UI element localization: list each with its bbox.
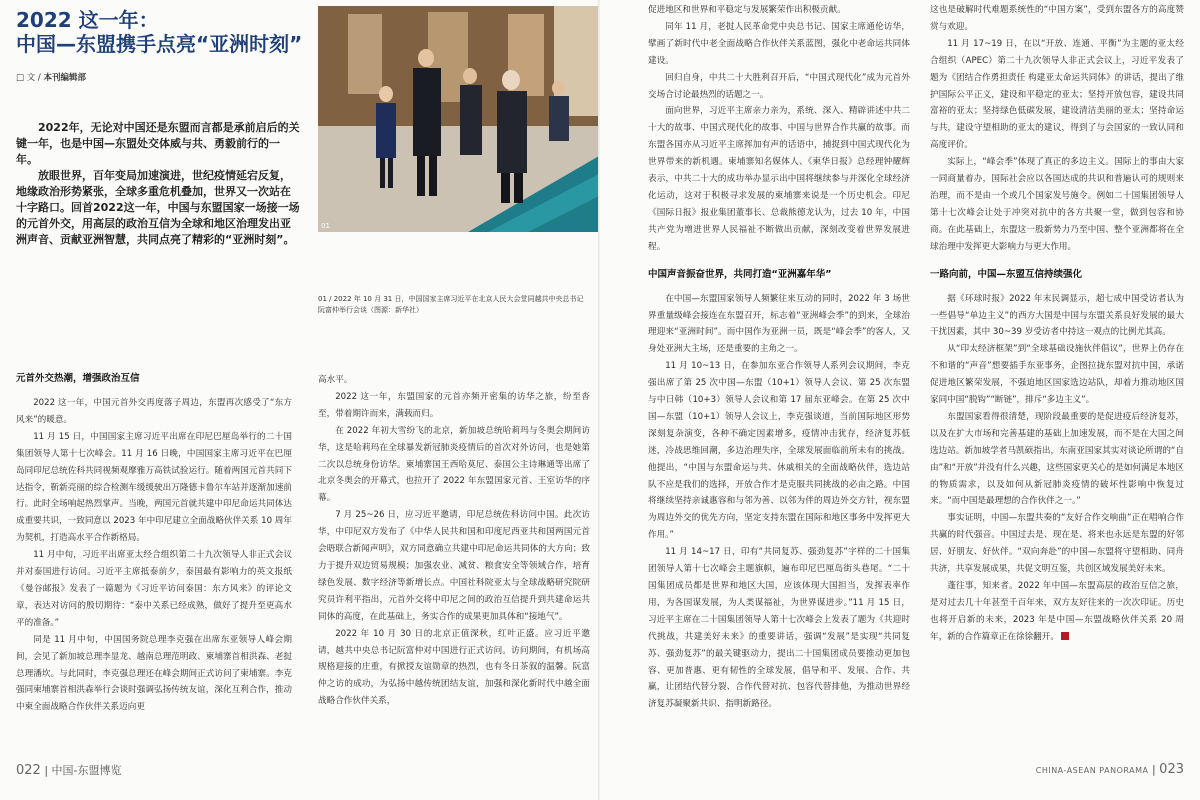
end-mark-icon xyxy=(1061,632,1069,640)
paragraph: 高水平。 xyxy=(318,375,353,385)
photo-caption: 01 / 2022 年 10 月 31 日，中国国家主席习近平在北京人民大会堂同越共中央总书记阮富仲举行会谈（图源：新华社） xyxy=(318,295,584,314)
paragraph: 这也是破解时代难题系统性的“中国方案”，受到东盟各方的高度赞赏与欢迎。 xyxy=(930,5,1184,32)
paragraph: 7 月 25~26 日，应习近平邀请，印尼总统佐科访问中国。此次访华，中印尼双方发布了《中华人民共和国和印度尼西亚共和国两国元首会晤联合新闻声明》，双方同意确立共建中印尼命运共同体的大方向；致力于提升双边贸易规模；加强农业、减贫、粮食安全等领域合作，培育绿色发展、数字经济等新增长点。中国社科院亚太与全球战略研究院研究员许利平指出，元首外交将中印尼之间的政治互信提升到共建命运共同体的高度，在此基础上，务实合作的成果更加具体和“接地气”。 xyxy=(318,510,590,622)
paragraph: 11 月 15 日，中国国家主席习近平出席在印尼巴厘岛举行的二十国集团领导人第十七次峰会。11 月 16 日晚，中国国家主席习近平在巴厘岛同印尼总统佐科共同视频观摩雅万高铁试验运行。随着两国元首共同下达指令，靳新亮丽的综合检测车缓缓驶出万隆德卡鲁尔车站并逐渐加速前行。此时全场响起热烈掌声。当晚，两国元首就共建中印尼命运共同体达成重要共识，一致同意以 2023 年中印尼建立全面战略伙伴关系 10 周年为契机，打造高水平合作新格局。 xyxy=(16,431,292,544)
page-number-left: 022 xyxy=(16,763,41,778)
photo-number: 01 xyxy=(321,222,330,230)
column-4 xyxy=(930,2,1184,646)
paragraph xyxy=(930,578,1184,646)
footer-right xyxy=(1036,762,1184,777)
paragraph: 实际上，“峰会季”体现了真正的多边主义。国际上的事由大家一同商量着办，国际社会应以各国达成的共识和普遍认可的规则来治理，而不是由一个或几个国家发号施令。例如二十国集团领导人第十七次峰会让处于冲突对抗中的各方共聚一堂，做到包容和协商。在此基础上，东盟这一股新势力乃至中国、整个亚洲都将在全球治理中发挥更大影响力与更大作用。 xyxy=(930,157,1184,252)
title-line-2: 中国—东盟携手点亮“亚洲时刻” xyxy=(16,32,303,56)
article-intro xyxy=(16,120,300,248)
intro-paragraph: 放眼世界，百年变局加速演进，世纪疫情延宕反复，地缘政治形势紧张，全球多重危机叠加，世界又一次站在十字路口。回首2022这一年，中国与东盟国家一场接一场的元首外交，用高层的政治互信为全球和地区治理发出亚洲声音、贡献亚洲智慧，共同点亮了精彩的“亚洲时刻”。 xyxy=(16,169,300,246)
magazine-name: 中国-东盟博览 xyxy=(51,764,122,777)
article-photo xyxy=(318,6,599,232)
title-line-1: 2022 这一年： xyxy=(16,8,159,32)
paragraph: 面向世界，习近平主席亲力亲为，系统、深入、精辟讲述中共二十大的故事、中国式现代化的故事、中国与世界合作共赢的故事。而东盟各国亦从习近平主席挥加有声的话语中，捕捉到中国式现代化为世界带来的新机遇。柬埔寨知名媒体人、《柬华日报》总经理钟耀辉表示，中共二十大的成功举办显示出中国将继续参与并深化全球经济化运动，这对于积极寻求发展的柬埔寨来说是一个历史机会。印尼《国际日报》报业集团董事长、总裁熊德龙认为，过去 10 年，中国共产党为增进世界人民福祉不断做出贡献，深刻改变着世界发展进程。 xyxy=(648,106,910,252)
byline-prefix: □ 文 / xyxy=(16,73,44,83)
section-heading: 中国声音振奋世界，共同打造“亚洲嘉年华” xyxy=(648,268,832,280)
intro-paragraph: 2022年，无论对中国还是东盟而言都是承前启后的关键一年，也是中国—东盟处交体威与共、勇毅前行的一年。 xyxy=(16,121,300,166)
paragraph: 事实证明，中国—东盟共奏的“友好合作交响曲”正在唱响合作共赢的时代强音。中国过去是、现在是、将来也永远是东盟的好邻居、好朋友、好伙伴。“双向奔赴”的中国—东盟将守望相助、同舟共济，共享发展成果，共促文明互鉴，共创区域发展美好未来。 xyxy=(930,513,1184,575)
magazine-name-en: CHINA-ASEAN PANORAMA xyxy=(1035,766,1149,775)
paragraph: 促进地区和世界和平稳定与发展繁荣作出积极贡献。 xyxy=(648,5,846,15)
paragraph: 回归自身，中共二十大胜利召开后，“中国式现代化”成为元首外交场合讨论最热烈的话题之一。 xyxy=(648,72,910,100)
byline xyxy=(16,71,86,83)
paragraph: 同是 11 月中旬，中国国务院总理李克强在出席东亚领导人峰会期间，会见了新加坡总理李显龙、越南总理范明政、柬埔寨首相洪森、老挝总理潘坎。与此同时，李克强总理还在峰会期间正式访问了柬埔寨。李克强同柬埔寨首相洪森举行会谈时强调弘扬传统友谊，深化互利合作，推动中柬全面战略合作伙伴关系迈向更 xyxy=(16,634,292,713)
footer-left xyxy=(16,762,122,778)
paragraph: 11 月 10~13 日，在参加东亚合作领导人系列会议期间，李克强出席了第 25 次中国—东盟（10+1）领导人会议、第 25 次东盟与中日韩（10+3）领导人会议和第 17 届东亚峰会。在第 25 次中国—东盟（10+1）领导人会议上，李克强谈道，当前国际地区形势深刻复杂演变，各种不确定因素增多，疫情冲击犹存，经济复苏低迷，冷战思维回潮，多边治理失序，全球发展面临前所未有的挑战。他提出，“中国与东盟命运与共、休戚相关的全面战略伙伴，选边站队不应是我们的选择，开放合作才是克服共同挑战的必由之路。中国将继续坚持亲诚惠容和与邻为善、以邻为伴的周边外交方针，视东盟为周边外交的优先方向，坚定支持东盟在国际和地区事务中发挥更大作用。” xyxy=(648,361,910,541)
paragraph: 据《环球时报》2022 年末民调显示，超七成中国受访者认为一些倡导“单边主义”的西方大国是中国与东盟关系良好发展的最大干扰因素，其中 30~39 岁受访者中持这一观点的比例尤其高。 xyxy=(930,293,1184,338)
paragraph: 2022 这一年，东盟国家的元首亦频开密集的访华之旅，纷至沓至，带着期许而来，满载而归。 xyxy=(318,391,590,419)
paragraph: 11 月 17~19 日，在以“开放、连通、平衡”为主题的亚太经合组织（APEC）第二十九次领导人非正式会议上，习近平发表了题为《团结合作勇担责任 构建亚太命运共同体》的讲话，提出了维护国际公平正义，建设和平稳定的亚太；坚持开放包容，建设共同富裕的亚太；坚持绿色低碳发展，建设清洁美丽的亚太；坚持命运与共，建设守望相助的亚太的建议，得到了与会国家的一致认同和高度评价。 xyxy=(930,38,1184,151)
closing-text: 蓬往事，知来者。2022 年中国—东盟高层的政治互信之旅，是对过去几十年甚至千百年来，双方友好往来的一次次印证。历史也将开启新的未来，2023 年是中国—东盟战略伙伴关系 20 周年，新的合作篇章正在徐徐翻开。 xyxy=(930,581,1184,642)
paragraph: 在中国—东盟国家领导人频繁往来互动的同时，2022 年 3 场世界重量级峰会接连在东盟召开，标志着“亚洲峰会季”的到来，全球治理迎来“亚洲时间”。而中国作为亚洲一员，既是“峰会季”的客人，又身处亚洲大主场，还是重要的主角之一。 xyxy=(648,293,910,355)
page-number-right: 023 xyxy=(1159,762,1184,777)
footer-separator: | xyxy=(1151,763,1156,776)
paragraph: 2022 这一年，中国元首外交再度落子周边，东盟再次感受了“东方风来”的暖意。 xyxy=(16,398,292,425)
photo-illustration xyxy=(318,6,599,232)
paragraph: 从“印太经济框架”到“全球基础设施伙伴倡议”，世界上仍存在不和谐的“声音”想要插手东亚事务，企图拉拢东盟对抗中国，承诺促进地区繁荣发展，不强迫地区国家选边站队，却着力推动地区国家同中国“脱钩”“断链”，排斥“多边主义”。 xyxy=(930,344,1184,406)
section-heading: 元首外交热潮，增强政治互信 xyxy=(16,373,140,384)
column-1 xyxy=(16,372,292,716)
paragraph: 11 月 14~17 日，印有“共同复苏、强劲复苏”字样的二十国集团领导人第十七次峰会主题旗帜，遍布印尼巴厘岛街头巷尾。“二十国集团成员都是世界和地区大国，应该体现大国担当，发挥表率作用，为各国谋发展，为人类谋福祉，为世界谋进步。”11 月 15 日，习近平主席在二十国集团领导人第十七次峰会上发表了题为《共迎时代挑战，共建美好未来》的重要讲话，强调“发展”是实现“共同复苏、强劲复苏”的最关键驱动力，提出二十国集团成员要推动更加包容、更加普惠、更有韧性的全球发展，倡导和平、发展、合作、共赢，让团结代替分裂、合作代替对抗、包容代替排他，为推动世界经济复苏凝聚新共识、指明新路径。 xyxy=(648,547,910,710)
paragraph: 东盟国家看得很清楚，现阶段最重要的是促进疫后经济复苏，以及在扩大市场和完善基建的基础上加速发展，而不是在大国之间选边站。新加坡学者马凯硕指出，东南亚国家其实对谈论所谓的“自由”和“开放”并没有什么兴趣，这些国家更关心的是如何满足本地区的物质需求，以及如何从新冠肺炎疫情的破坏性影响中恢复过来。“而中国是最理想的合作伙伴之一。” xyxy=(930,411,1184,507)
paragraph: 同年 11 月，老挝人民革命党中央总书记、国家主席通伦访华，擘画了新时代中老全面战略合作伙伴关系蓝图，强化中老命运共同体建设。 xyxy=(648,21,910,66)
column-2 xyxy=(318,372,590,710)
section-heading: 一路向前，中国—东盟互信持续强化 xyxy=(930,268,1083,280)
right-page xyxy=(600,0,1200,800)
paragraph: 11 月中旬，习近平出席亚太经合组织第二十九次领导人非正式会议并对泰国进行访问。习近平主席抵泰前夕，泰国最有影响力的英文报纸《曼谷邮报》发表了一篇题为《习近平访问泰国：东方风来》的评论文章，表达对访问的殷切期待：“泰中关系已经成熟，做好了提升至更高水平的准备。” xyxy=(16,550,292,628)
paragraph: 在 2022 年初大雪纷飞的北京，新加坡总统哈莉玛与冬奥会期间访华，这是哈莉玛在全球暴发新冠肺炎疫情后的首次对外访问，也是她第二次以总统身份访华。柬埔寨国王西哈莫尼、泰国公主诗琳通等出席了北京冬奥会的开幕式，也拉开了 2022 年东盟国家元首、王室访华的序幕。 xyxy=(318,425,590,504)
article-title xyxy=(16,8,316,56)
byline-author: 本刊编辑部 xyxy=(43,73,87,83)
footer-separator: | xyxy=(44,764,49,777)
column-3 xyxy=(648,2,910,713)
paragraph: 2022 年 10 月 30 日的北京正值深秋，红叶正盛。应习近平邀请，越共中央总书记阮富仲对中国进行正式访问。访问期间，有机场高规格迎接的庄重，有掀授友谊勋章的热烈，也有冬日茶叙的温馨。阮富仲之访的成功，为弘扬中越传统团结友谊，加强和深化新时代中越全面战略合作伙伴关系， xyxy=(318,628,590,707)
